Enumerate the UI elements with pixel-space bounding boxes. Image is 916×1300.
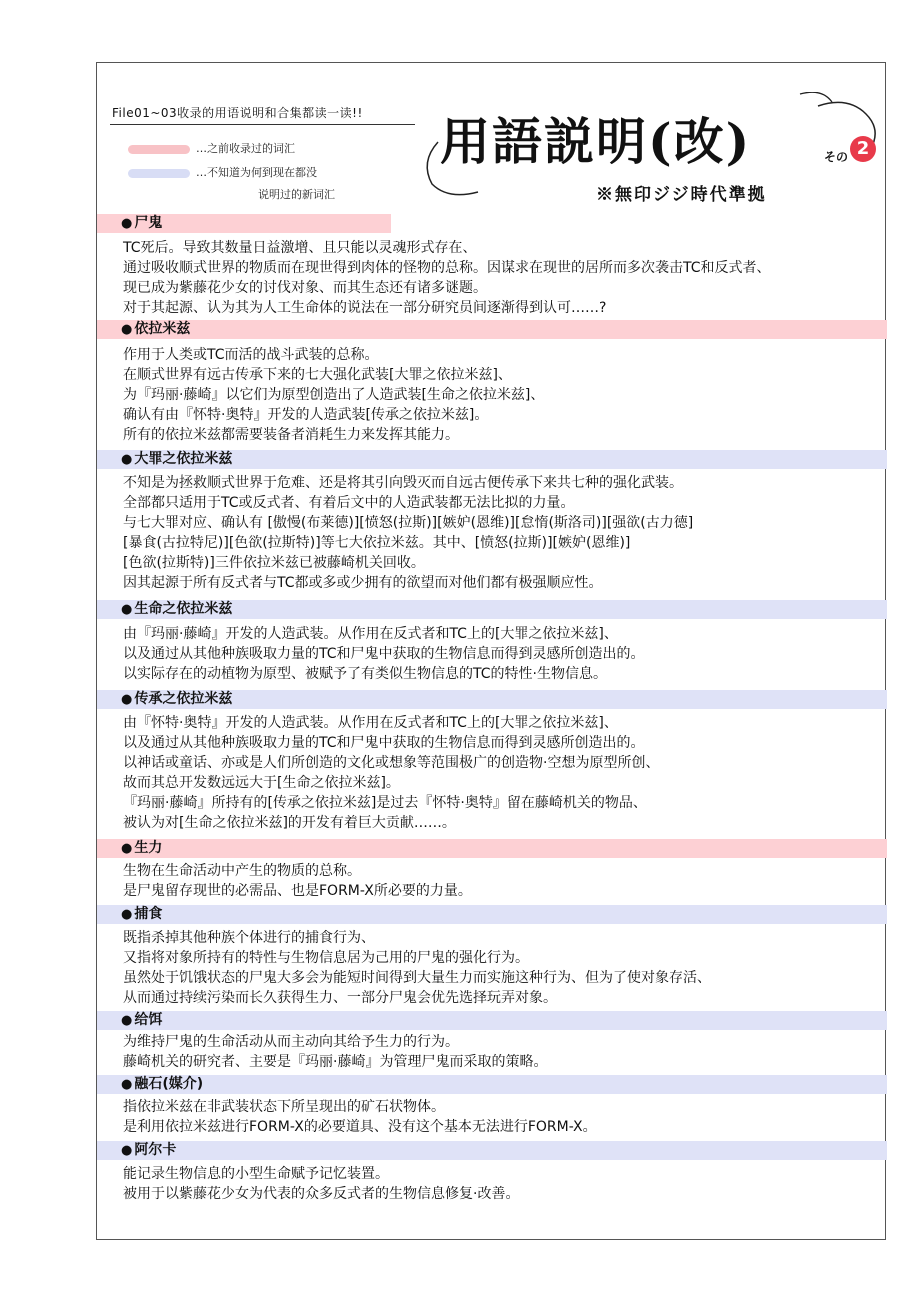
legend-new xyxy=(128,164,317,180)
bullet-icon: ● xyxy=(121,602,133,617)
entry-heading xyxy=(97,690,887,709)
page-title: 用語説明(改) xyxy=(440,112,752,171)
entry-heading xyxy=(97,905,887,924)
entry-term: 生力 xyxy=(134,840,163,856)
entry-line: 由『怀特·奥特』开发的人造武装。从作用在反式者和TC上的[大罪之依拉米兹]、 xyxy=(123,715,618,731)
entry-line: 是尸鬼留存现世的必需品、也是FORM-X所必要的力量。 xyxy=(123,883,472,899)
legend-continuation: 说明过的新词汇 xyxy=(258,188,335,201)
entry-line: 通过吸收顺式世界的物质而在现世得到肉体的怪物的总称。因谋求在现世的居所而多次袭击TC和反式者、 xyxy=(123,260,771,276)
legend-label: …不知道为何到现在都没 xyxy=(196,166,317,179)
entry-line: 以神话或童话、亦或是人们所创造的文化或想象等范围极广的创造物·空想为原型所创、 xyxy=(123,755,660,771)
title-sono: その xyxy=(824,150,849,164)
entry-line: 全部都只适用于TC或反式者、有着后文中的人造武装都无法比拟的力量。 xyxy=(123,495,575,511)
legend-swatch-blue xyxy=(128,169,190,178)
bullet-icon: ● xyxy=(121,216,133,231)
entry-heading xyxy=(97,450,887,469)
entry-line: 是利用依拉米兹进行FORM-X的必要道具、没有这个基本无法进行FORM-X。 xyxy=(123,1119,597,1135)
bullet-icon: ● xyxy=(121,907,133,922)
entry-body xyxy=(123,1032,883,1072)
entry-body xyxy=(123,345,883,445)
entry-line: 又指将对象所持有的特性与生物信息居为己用的尸鬼的强化行为。 xyxy=(123,950,529,966)
entry-line: 在顺式世界有远古传承下来的七大强化武装[大罪之依拉米兹]、 xyxy=(123,367,512,383)
entry-line: [暴食(古拉特尼)][色欲(拉斯特)]等七大依拉米兹。其中、[愤怒(拉斯)][嫉妒(恩维)] xyxy=(123,535,631,551)
entry-line: 以实际存在的动植物为原型、被赋予了有类似生物信息的TC的特性·生物信息。 xyxy=(123,666,607,682)
entry-term: 阿尔卡 xyxy=(134,1142,177,1158)
entry-body xyxy=(123,473,883,593)
entry-line: 故而其总开发数远远大于[生命之依拉米兹]。 xyxy=(123,775,400,791)
header-note: File01~03收录的用语说明和合集都读一读!! xyxy=(112,106,363,120)
bullet-icon: ● xyxy=(121,841,133,856)
entry-term: 依拉米兹 xyxy=(134,321,191,337)
entry-line: 虽然处于饥饿状态的尸鬼大多会为能短时间得到大量生力而实施这种行为、但为了使对象存活、 xyxy=(123,970,711,986)
entry-body xyxy=(123,928,883,1008)
bullet-icon: ● xyxy=(121,692,133,707)
entry-term: 传承之依拉米兹 xyxy=(134,691,233,707)
header-underline xyxy=(110,124,415,125)
entry-line: 为维持尸鬼的生命活动从而主动向其给予生力的行为。 xyxy=(123,1034,459,1050)
entry-line: 能记录生物信息的小型生命赋予记忆装置。 xyxy=(123,1166,389,1182)
entry-heading xyxy=(97,600,887,619)
entry-line: 生物在生命活动中产生的物质的总称。 xyxy=(123,863,361,879)
entry-line: TC死后。导致其数量日益激增、且只能以灵魂形式存在、 xyxy=(123,240,477,256)
entry-heading xyxy=(97,214,391,233)
bullet-icon: ● xyxy=(121,1143,133,1158)
entry-body xyxy=(123,1097,883,1137)
entry-line: 与七大罪对应、确认有 [傲慢(布莱德)][愤怒(拉斯)][嫉妒(恩维)][怠惰(斯洛司)][强欲(古力德] xyxy=(123,515,694,531)
entry-line: 所有的依拉米兹都需要装备者消耗生力来发挥其能力。 xyxy=(123,427,459,443)
entry-heading xyxy=(97,1011,887,1030)
legend-label: …之前收录过的词汇 xyxy=(196,142,295,155)
entry-term: 捕食 xyxy=(134,906,163,922)
entry-line: 既指杀掉其他种族个体进行的捕食行为、 xyxy=(123,930,375,946)
entry-line: 以及通过从其他种族吸取力量的TC和尸鬼中获取的生物信息而得到灵感所创造出的。 xyxy=(123,735,645,751)
entry-line: 从而通过持续污染而长久获得生力、一部分尸鬼会优先选择玩弄对象。 xyxy=(123,990,557,1006)
entry-line: 因其起源于所有反式者与TC都或多或少拥有的欲望而对他们都有极强顺应性。 xyxy=(123,575,603,591)
entry-term: 生命之依拉米兹 xyxy=(134,601,233,617)
bullet-icon: ● xyxy=(121,452,133,467)
entry-body xyxy=(123,1164,883,1204)
page-subtitle: ※無印ジジ時代準拠 xyxy=(596,185,767,205)
entry-line: 指依拉米兹在非武装状态下所呈现出的矿石状物体。 xyxy=(123,1099,445,1115)
entry-line: 以及通过从其他种族吸取力量的TC和尸鬼中获取的生物信息而得到灵感所创造出的。 xyxy=(123,646,645,662)
entry-line: 藤崎机关的研究者、主要是『玛丽·藤崎』为管理尸鬼而采取的策略。 xyxy=(123,1054,548,1070)
entry-term: 给饵 xyxy=(134,1012,163,1028)
entry-line: 对于其起源、认为其为人工生命体的说法在一部分研究员间逐渐得到认可……? xyxy=(123,300,607,316)
entry-heading xyxy=(97,1075,887,1094)
entry-heading xyxy=(97,1141,887,1160)
entry-term: 大罪之依拉米兹 xyxy=(134,451,233,467)
legend-previous xyxy=(128,140,295,156)
entry-line: 为『玛丽·藤崎』以它们为原型创造出了人造武装[生命之依拉米兹]、 xyxy=(123,387,545,403)
legend-swatch-pink xyxy=(128,145,190,154)
title-number-badge: 2 xyxy=(850,136,876,162)
entry-line: 由『玛丽·藤崎』开发的人造武装。从作用在反式者和TC上的[大罪之依拉米兹]、 xyxy=(123,626,618,642)
bullet-icon: ● xyxy=(121,1013,133,1028)
entry-line: 作用于人类或TC而活的战斗武装的总称。 xyxy=(123,347,379,363)
entry-term: 尸鬼 xyxy=(134,215,163,231)
entry-line: 被认为对[生命之依拉米兹]的开发有着巨大贡献……。 xyxy=(123,815,456,831)
bullet-icon: ● xyxy=(121,1077,133,1092)
entry-heading xyxy=(97,320,887,339)
entry-heading xyxy=(97,839,887,858)
entry-line: 不知是为拯救顺式世界于危难、还是将其引向毁灭而自远古便传承下来共七种的强化武装。 xyxy=(123,475,683,491)
bullet-icon: ● xyxy=(121,322,133,337)
entry-line: 确认有由『怀特·奥特』开发的人造武装[传承之依拉米兹]。 xyxy=(123,407,489,423)
entry-body xyxy=(123,861,883,901)
entry-body xyxy=(123,713,883,833)
entry-body xyxy=(123,238,883,318)
title-block xyxy=(418,92,884,207)
entry-term: 融石(媒介) xyxy=(134,1076,204,1092)
entry-line: [色欲(拉斯特)]三件依拉米兹已被藤崎机关回收。 xyxy=(123,555,425,571)
entry-line: 『玛丽·藤崎』所持有的[传承之依拉米兹]是过去『怀特·奥特』留在藤崎机关的物品、 xyxy=(123,795,647,811)
entry-line: 现已成为紫藤花少女的讨伐对象、而其生态还有诸多谜题。 xyxy=(123,280,487,296)
entry-body xyxy=(123,624,883,684)
entry-line: 被用于以紫藤花少女为代表的众多反式者的生物信息修复·改善。 xyxy=(123,1186,520,1202)
